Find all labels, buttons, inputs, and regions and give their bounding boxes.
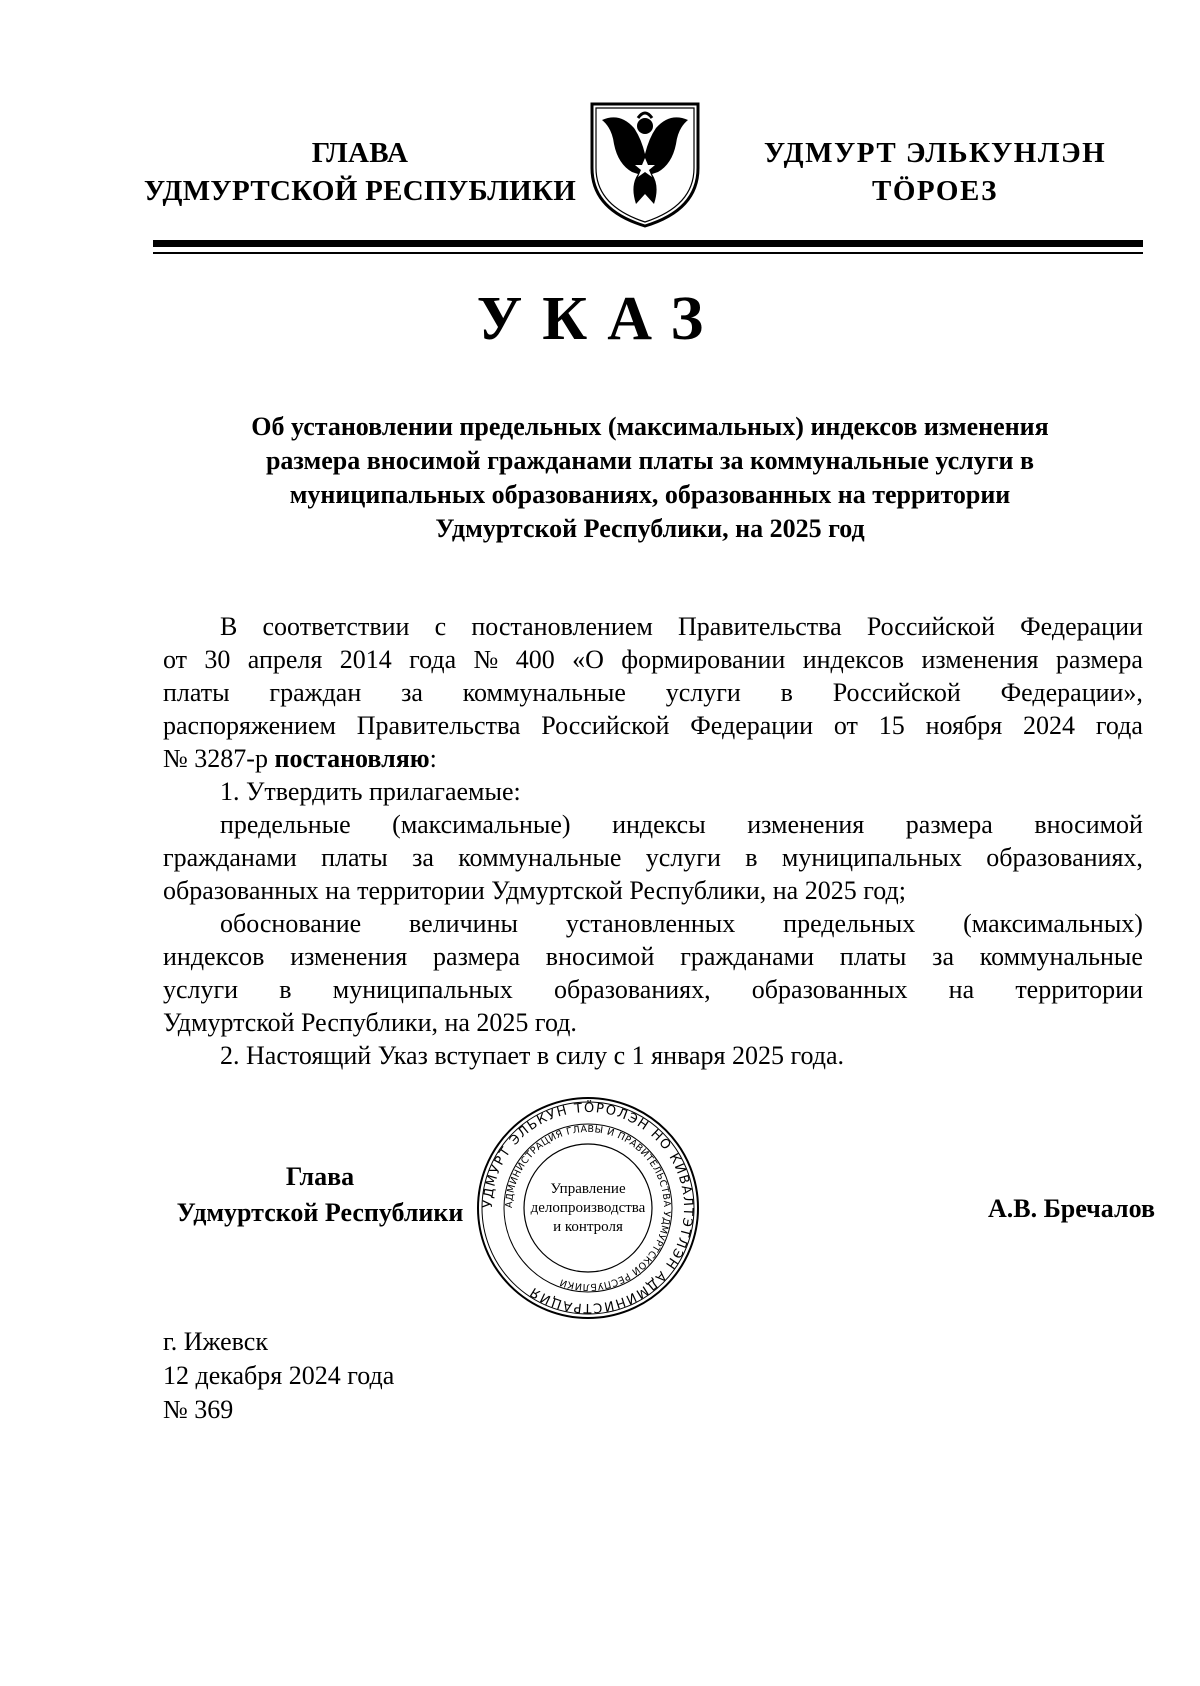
word: за	[401, 678, 423, 707]
word: 2024	[1023, 711, 1076, 740]
word: Федерации	[690, 711, 814, 740]
body-line	[163, 841, 1143, 874]
word: в	[745, 843, 758, 872]
word: за	[412, 843, 434, 872]
item-2: 2. Настоящий Указ вступает в силу с 1 января 2025 года.	[220, 1041, 844, 1070]
word: размера	[905, 810, 993, 839]
word: изменения	[747, 810, 865, 839]
body-line	[163, 676, 1143, 709]
word: 30	[204, 645, 231, 674]
seal-center-line2: делопроизводства	[530, 1200, 646, 1216]
word: от	[833, 711, 858, 740]
word: (максимальные)	[392, 810, 571, 839]
seal-center-line1: Управление	[550, 1181, 626, 1197]
word: Российской	[541, 711, 670, 740]
body-line	[163, 940, 1143, 973]
coat-of-arms-emblem	[586, 98, 704, 230]
header-rule-thick	[153, 240, 1143, 247]
body-line	[163, 973, 1143, 1006]
word: коммунальные	[979, 942, 1143, 971]
word: на	[948, 975, 975, 1004]
subject-line: муниципальных образованиях, образованных на территории	[289, 480, 1011, 509]
word: величины	[409, 909, 518, 938]
word: 15	[878, 711, 905, 740]
word: установленных	[565, 909, 736, 938]
word: платы	[163, 678, 230, 707]
body-line	[163, 907, 1143, 940]
signatory-title-line1: Глава	[285, 1162, 355, 1191]
word: от	[163, 645, 188, 674]
subject-line: размера вносимой гражданами платы за коммунальные услуги в	[265, 446, 1035, 475]
word: в	[780, 678, 793, 707]
word: за	[932, 942, 954, 971]
word: Правительства	[356, 711, 521, 740]
word: вносимой	[545, 942, 655, 971]
word: в	[279, 975, 292, 1004]
issue-date: 12 декабря 2024 года	[163, 1361, 395, 1390]
body-line: образованных на территории Удмуртской Республики, на 2025 год;	[163, 876, 906, 905]
body-line	[163, 610, 1143, 643]
word: размера	[1055, 645, 1143, 674]
seal-middle-text: АДМИНИСТРАЦИЯ ГЛАВЫ И ПРАВИТЕЛЬСТВА УДМУРТСКОЙ РЕСПУБЛИКИ	[503, 1123, 673, 1293]
word: №	[473, 645, 499, 674]
body-line: Удмуртской Республики, на 2025 год.	[163, 1008, 577, 1037]
signatory-title	[170, 1159, 470, 1231]
decree-number: № 369	[163, 1395, 234, 1424]
official-seal-stamp	[473, 1093, 703, 1323]
word: платы	[321, 843, 388, 872]
word: коммунальные	[462, 678, 626, 707]
word: изменения	[921, 645, 1039, 674]
body-line	[163, 643, 1143, 676]
header-right-line2: ТӦРОЕЗ	[871, 175, 998, 207]
document-subject	[190, 410, 1110, 546]
document-body	[163, 610, 1143, 1072]
word: муниципальных	[332, 975, 513, 1004]
body-line	[163, 742, 1143, 775]
resolve-word: постановляю	[274, 744, 430, 773]
seal-center-line3: и контроля	[553, 1219, 623, 1235]
signatory-title-line2: Удмуртской Республики	[176, 1198, 464, 1227]
subject-line: Удмуртской Республики, на 2025 год	[435, 514, 865, 543]
word: услуги	[665, 678, 741, 707]
header-right	[755, 134, 1115, 210]
word: индексы	[612, 810, 706, 839]
word: года	[409, 645, 457, 674]
word: «О	[572, 645, 604, 674]
word: образованиях,	[986, 843, 1143, 872]
word: гражданами	[163, 843, 297, 872]
word: ноября	[925, 711, 1003, 740]
word: предельные	[220, 810, 351, 839]
word: Федерации	[1020, 612, 1143, 641]
word: распоряжением	[163, 711, 336, 740]
word: муниципальных	[781, 843, 962, 872]
word: постановлением	[471, 612, 653, 641]
header-right-line1: УДМУРТ ЭЛЬКУНЛЭН	[763, 137, 1107, 169]
word: индексов	[163, 942, 265, 971]
issue-details	[163, 1325, 394, 1427]
word: формировании	[621, 645, 786, 674]
header-rule-thin	[153, 252, 1143, 254]
word: граждан	[269, 678, 362, 707]
word: обоснование	[220, 909, 362, 938]
word: Российской	[866, 612, 995, 641]
word: Российской	[832, 678, 961, 707]
word: гражданами	[680, 942, 815, 971]
word: территории	[1015, 975, 1143, 1004]
item-1: 1. Утвердить прилагаемые:	[220, 777, 521, 806]
header-left-line2: УДМУРТСКОЙ РЕСПУБЛИКИ	[143, 175, 577, 207]
word: 2014	[339, 645, 392, 674]
word: размера	[433, 942, 521, 971]
signatory-name: А.В. Бречалов	[987, 1194, 1155, 1223]
word: Федерации»,	[1000, 678, 1143, 707]
issue-place: г. Ижевск	[163, 1327, 268, 1356]
body-line	[163, 808, 1143, 841]
word: индексов	[802, 645, 905, 674]
word: апреля	[247, 645, 323, 674]
word: предельных	[783, 909, 916, 938]
word: платы	[839, 942, 907, 971]
word: соответствии	[262, 612, 410, 641]
word: (максимальных)	[963, 909, 1143, 938]
word: коммунальные	[458, 843, 622, 872]
decree-number-text: № 3287-р	[163, 744, 275, 773]
word: вносимой	[1034, 810, 1143, 839]
word: В	[220, 612, 238, 641]
document-type-title: УКАЗ	[476, 285, 724, 353]
word: образованиях,	[553, 975, 711, 1004]
word: года	[1095, 711, 1143, 740]
punctuation: :	[429, 744, 437, 773]
word: 400	[515, 645, 555, 674]
word: услуги	[645, 843, 721, 872]
word: Правительства	[678, 612, 842, 641]
word: изменения	[290, 942, 408, 971]
word: услуги	[163, 975, 239, 1004]
seal-outer-text: УДМУРТ ЭЛЬКУН ТӦРОЛЭН НО КИВАЛТЭТЛЭН АДМИНИСТРАЦИЯ	[480, 1100, 696, 1316]
word: с	[434, 612, 447, 641]
word: образованных	[751, 975, 908, 1004]
header-left	[140, 134, 580, 210]
body-line	[163, 709, 1143, 742]
subject-line: Об установлении предельных (максимальных) индексов изменения	[251, 412, 1049, 441]
header-left-line1: ГЛАВА	[311, 137, 409, 169]
